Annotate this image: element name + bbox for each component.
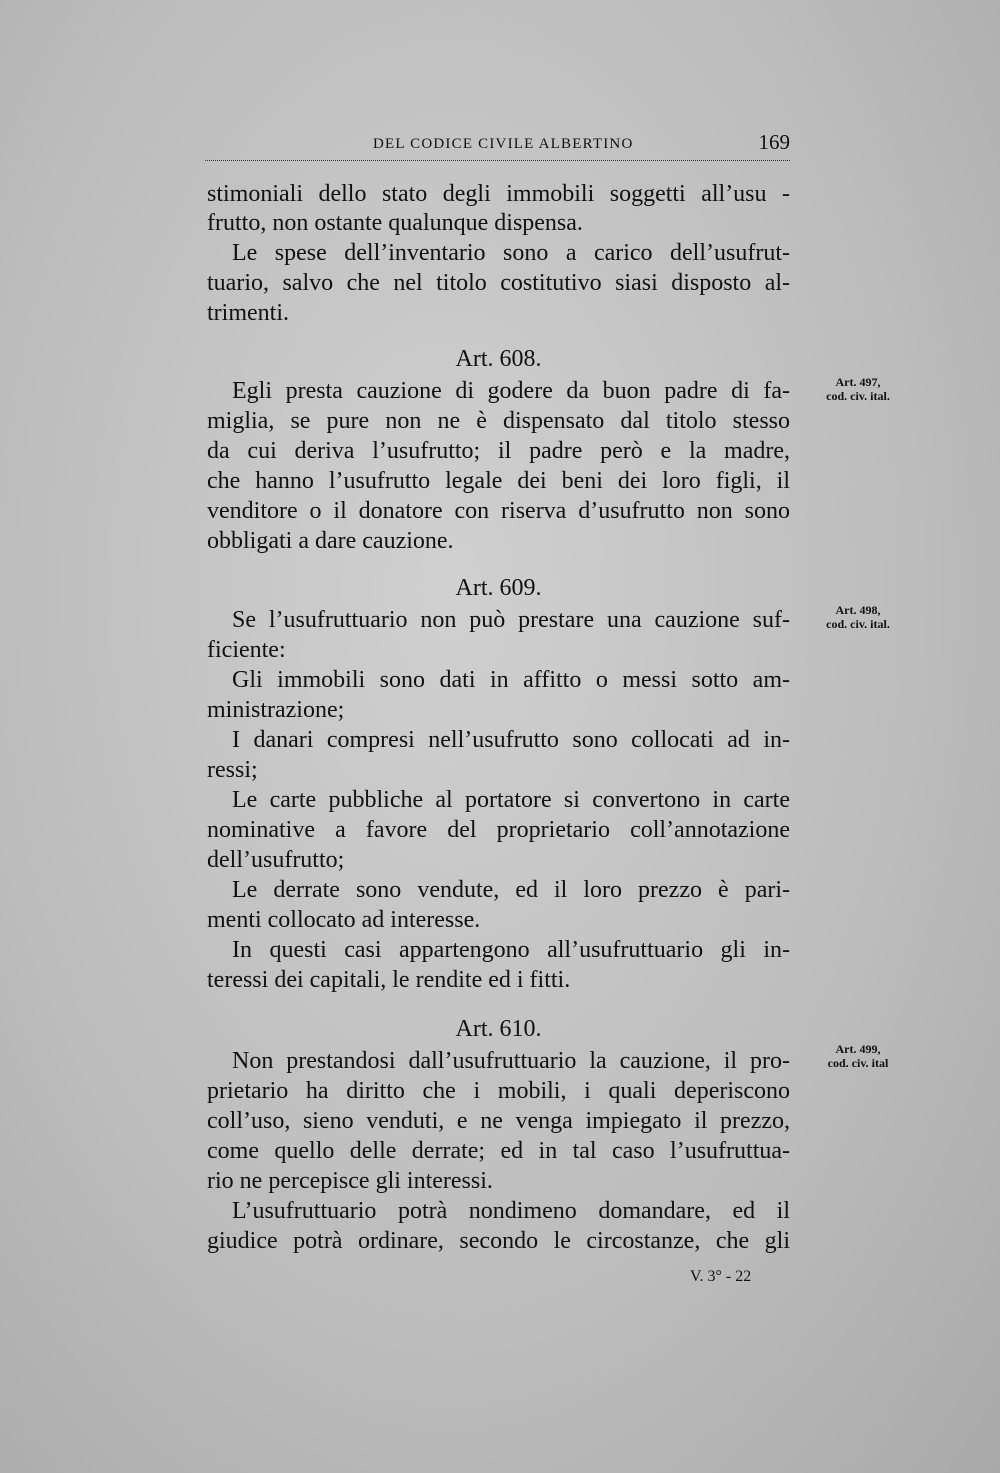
text-line: stimoniali dello stato degli immobili soggetti all’usu - — [207, 181, 790, 207]
text-line: rio ne percepisce gli interessi. — [207, 1168, 493, 1194]
text-line: Le derrate sono vendute, ed il loro prezzo è pari- — [232, 877, 790, 903]
text-line: teressi dei capitali, le rendite ed i fitti. — [207, 967, 571, 993]
margin-note-608: Art. 497, cod. civ. ital. — [826, 375, 890, 403]
text-line: tuario, salvo che nel titolo costitutivo siasi disposto al- — [207, 270, 790, 296]
text-line: Se l’usufruttuario non può prestare una cauzione suf- — [232, 607, 790, 633]
text-line: nominative a favore del proprietario coll’annotazione — [207, 817, 790, 843]
text-line: Egli presta cauzione di godere da buon padre di fa- — [232, 378, 790, 404]
text-line: obbligati a dare cauzione. — [207, 528, 454, 554]
text-line: ressi; — [207, 757, 258, 783]
text-line: prietario ha diritto che i mobili, i quali deperiscono — [207, 1078, 790, 1104]
margin-note-610: Art. 499, cod. civ. ital — [827, 1042, 889, 1070]
text-line: ficiente: — [207, 637, 286, 663]
text-line: dell’usufrutto; — [207, 847, 345, 873]
text-line: come quello delle derrate; ed in tal caso l’usufruttua- — [207, 1138, 790, 1164]
text-line: miglia, se pure non ne è dispensato dal titolo stesso — [207, 408, 790, 434]
article-heading-610: Art. 610. — [455, 1016, 542, 1042]
text-line: frutto, non ostante qualunque dispensa. — [207, 210, 583, 236]
text-line: coll’uso, sieno venduti, e ne venga impiegato il prezzo, — [207, 1108, 790, 1134]
text-line: trimenti. — [207, 300, 289, 326]
text-line: Gli immobili sono dati in affitto o messi sotto am- — [232, 667, 790, 693]
text-line: menti collocato ad interesse. — [207, 907, 481, 933]
text-line: L’usufruttuario potrà nondimeno domandare, ed il — [232, 1198, 790, 1224]
text-line: che hanno l’usufrutto legale dei beni dei loro figli, il — [207, 468, 790, 494]
text-line: Le carte pubbliche al portatore si convertono in carte — [232, 787, 790, 813]
text-line: In questi casi appartengono all’usufruttuario gli in- — [232, 937, 790, 963]
margin-note-609: Art. 498, cod. civ. ital. — [826, 603, 890, 631]
article-heading-609: Art. 609. — [455, 575, 542, 601]
text-line: Le spese dell’inventario sono a carico dell’usufrut- — [232, 240, 790, 266]
signature-mark: V. 3° - 22 — [690, 1268, 752, 1285]
page-header — [205, 128, 790, 161]
text-line: ministrazione; — [207, 697, 345, 723]
text-line: da cui deriva l’usufrutto; il padre però e la madre, — [207, 438, 790, 464]
page-number: 169 — [758, 130, 790, 154]
text-line: giudice potrà ordinare, secondo le circostanze, che gli — [207, 1228, 790, 1254]
article-heading-608: Art. 608. — [455, 346, 542, 372]
text-line: Non prestandosi dall’usufruttuario la cauzione, il pro- — [232, 1048, 790, 1074]
text-line: venditore o il donatore con riserva d’usufrutto non sono — [207, 498, 790, 524]
text-line: I danari compresi nell’usufrutto sono collocati ad in- — [232, 727, 790, 753]
running-head: DEL CODICE CIVILE ALBERTINO — [373, 136, 634, 152]
